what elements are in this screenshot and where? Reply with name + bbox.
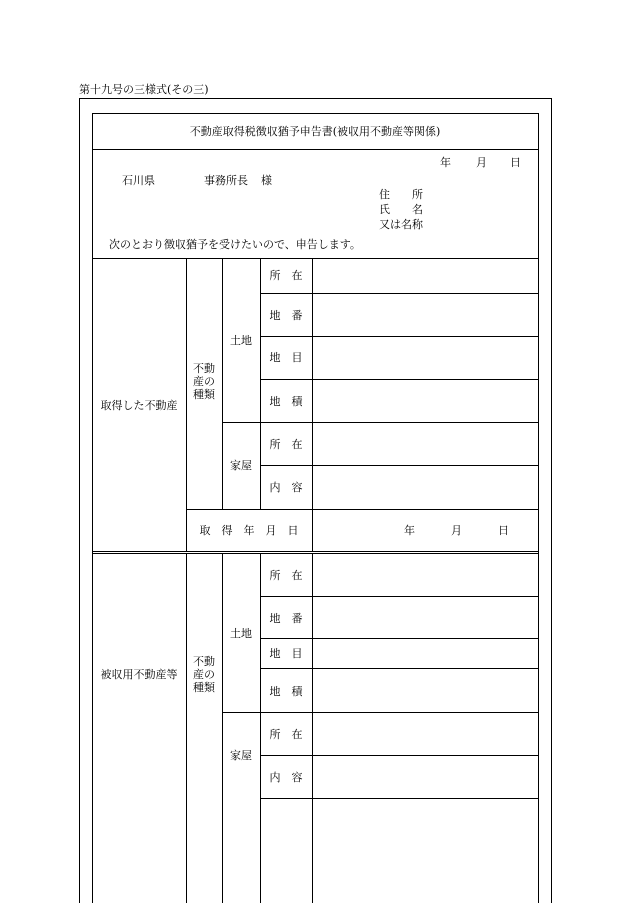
s2-col-divider-1 [186, 553, 187, 903]
applicant-name-label: 氏 名 [379, 203, 423, 216]
s1-property-kind-label: 不動 産の 種類 [193, 362, 215, 401]
s2-row-line [260, 798, 538, 799]
s1-section-label: 取得した不動産 [100, 399, 178, 412]
s2-col-divider-2 [222, 553, 223, 903]
s2-row-line [260, 638, 538, 639]
applicant-corp-name-label: 又は名称 [379, 218, 423, 231]
table-top-border [92, 113, 538, 114]
s2-land-label: 土地 [230, 627, 252, 640]
header-date-day: 日 [510, 156, 521, 169]
s1-land-lot-number-label: 地 番 [269, 309, 303, 322]
s1-acq-date-row-border [186, 509, 538, 510]
s2-house-location-label: 所 在 [269, 728, 303, 741]
header-date-month: 月 [476, 156, 487, 169]
s2-land-lot-number-label: 地 番 [269, 612, 303, 625]
s1-acq-date-month: 月 [451, 524, 462, 537]
s1-land-house-divider [222, 422, 538, 423]
s2-house-details-label: 内 容 [269, 771, 303, 784]
outer-frame-top [79, 98, 551, 99]
s2-land-house-divider [222, 712, 538, 713]
s1-acq-date-day: 日 [498, 524, 509, 537]
header-block-border [92, 258, 538, 259]
s1-land-label: 土地 [230, 334, 252, 347]
s1-col-divider-3 [260, 258, 261, 509]
table-right-border [538, 113, 539, 903]
s1-land-category-label: 地 目 [269, 351, 303, 364]
outer-frame-right [551, 98, 552, 903]
s2-row-line [260, 668, 538, 669]
s1-land-location-label: 所 在 [269, 269, 303, 282]
s1-house-label: 家屋 [230, 459, 252, 472]
s2-row-line [260, 755, 538, 756]
s2-col-divider-3 [260, 553, 261, 903]
table-left-border [92, 113, 93, 903]
s2-land-area-label: 地 積 [269, 685, 303, 698]
s1-acquisition-date-label: 取 得 年 月 日 [199, 524, 299, 537]
outer-frame-left [79, 98, 80, 903]
addressee-prefecture: 石川県 [122, 174, 155, 187]
s2-house-label: 家屋 [230, 749, 252, 762]
s1-house-location-label: 所 在 [269, 438, 303, 451]
addressee-office-head: 事務所長 [204, 174, 248, 187]
s1-col-divider-4 [312, 258, 313, 552]
s1-row-line [260, 465, 538, 466]
s1-col-divider-2 [222, 258, 223, 509]
s1-row-line [260, 336, 538, 337]
s2-col-divider-4 [312, 553, 313, 903]
header-date-year: 年 [440, 156, 451, 169]
form-title: 不動産取得税徴収猶予申告書(被収用不動産等関係) [189, 125, 441, 138]
s2-row-line [260, 596, 538, 597]
declaration-statement: 次のとおり徴収猶予を受けたいので、申告します。 [109, 238, 361, 251]
section-divider-double [92, 553, 538, 554]
s1-land-area-label: 地 積 [269, 395, 303, 408]
s2-property-kind-label: 不動 産の 種類 [193, 655, 215, 694]
addressee-honorific: 様 [261, 174, 272, 187]
s1-row-line [260, 379, 538, 380]
s2-section-label: 被収用不動産等 [100, 668, 178, 681]
s1-acq-date-year: 年 [404, 524, 415, 537]
s2-land-location-label: 所 在 [269, 569, 303, 582]
s2-land-category-label: 地 目 [269, 647, 303, 660]
form-number-label: 第十九号の三様式(その三) [79, 83, 209, 96]
applicant-address-label: 住 所 [379, 188, 423, 201]
s1-col-divider-1 [186, 258, 187, 552]
s1-row-line [260, 293, 538, 294]
s1-house-details-label: 内 容 [269, 481, 303, 494]
section-divider [92, 551, 538, 552]
title-row-border [92, 149, 538, 150]
